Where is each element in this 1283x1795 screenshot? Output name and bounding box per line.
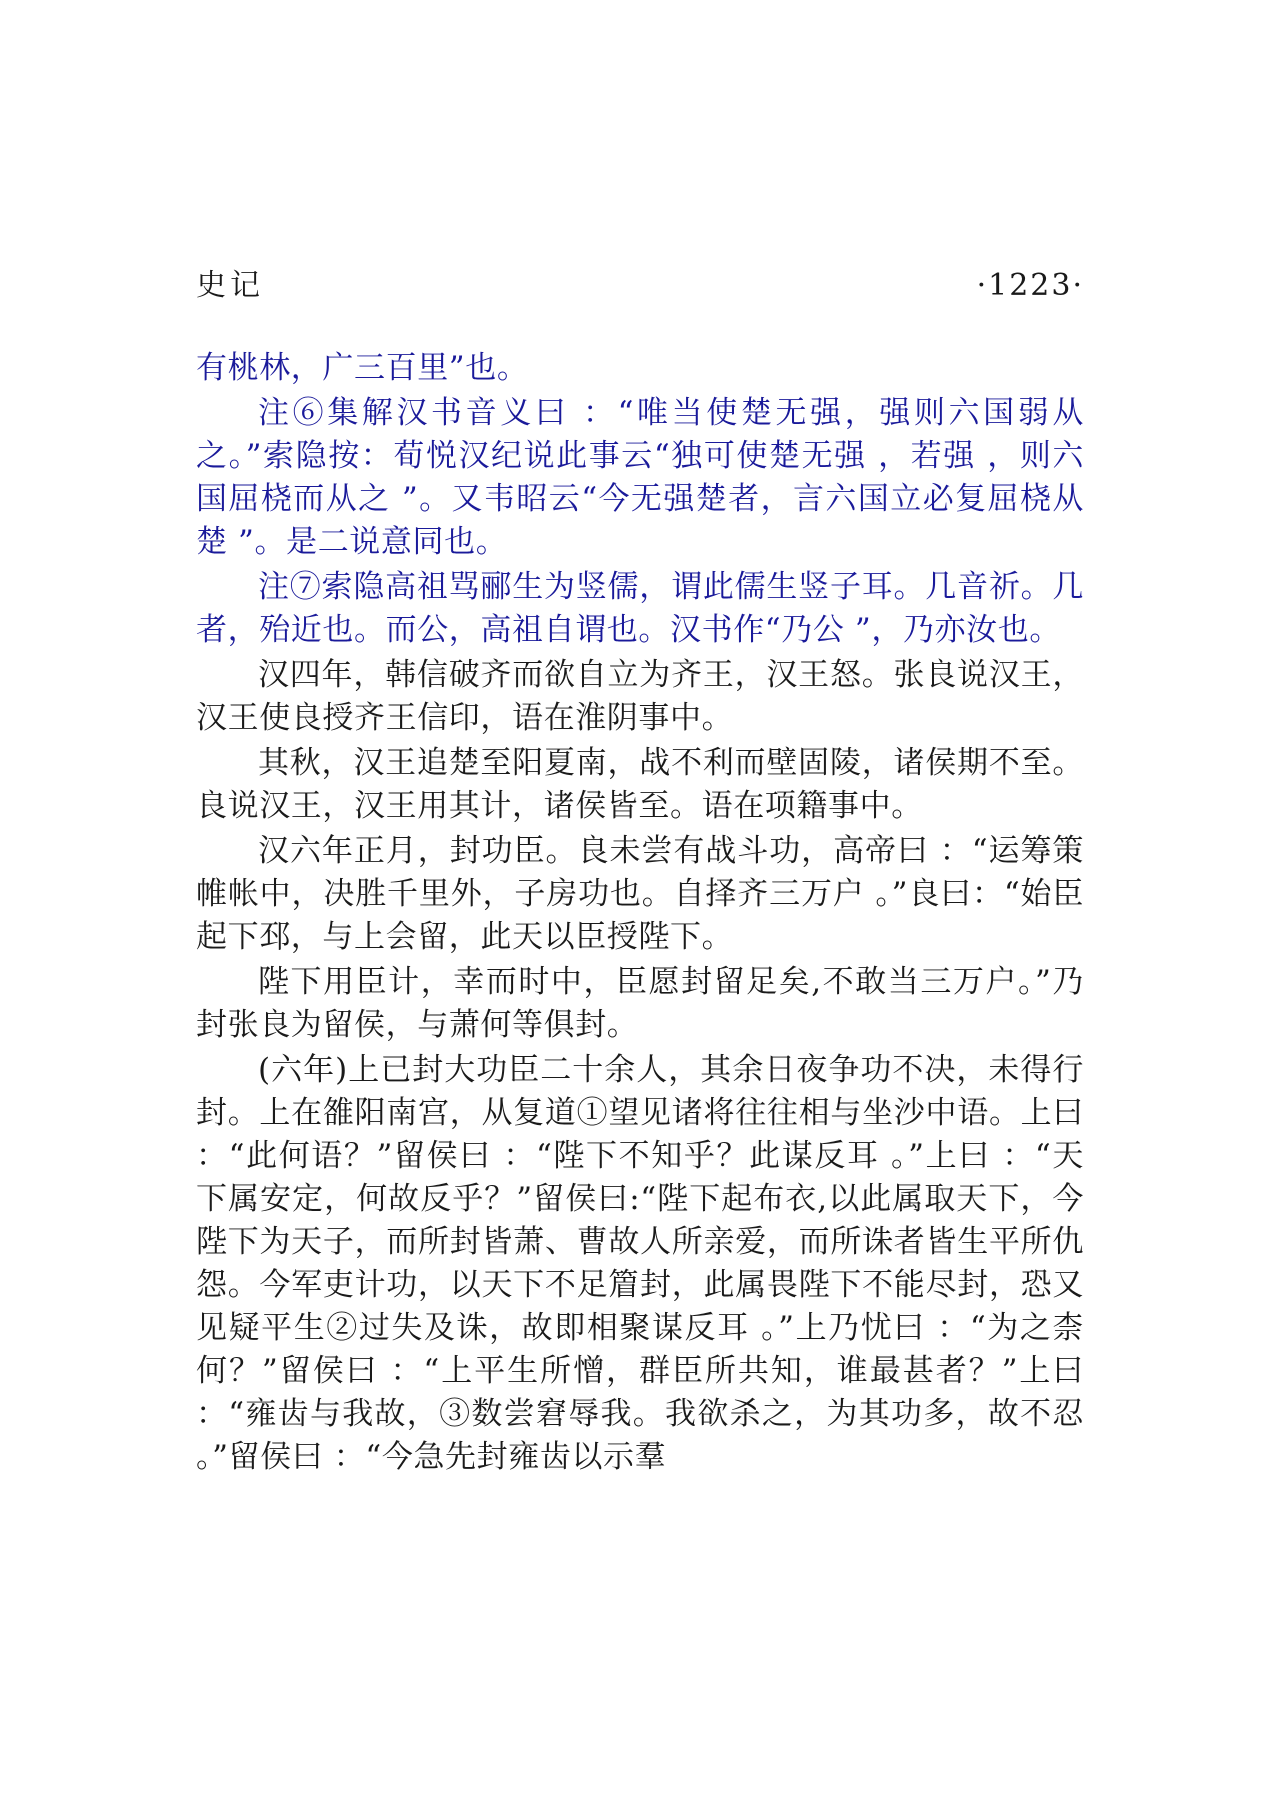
book-title: 史记 <box>196 268 264 303</box>
note-7: 注⑦索隐高祖骂郦生为竖儒，谓此儒生竖子耳。几音祈。几者，殆近也。而公，高祖自谓也。汉书作“乃公 ”，乃亦汝也。 <box>196 569 1084 648</box>
page-body <box>196 347 1084 1481</box>
main-paragraph: 其秋，汉王追楚至阳夏南，战不利而壁固陵，诸侯期不至。良说汉王，汉王用其计，诸侯皆至。语在项籍事中。 <box>196 745 1084 824</box>
main-paragraph: 陛下用臣计，幸而时中，臣愿封留足矣,不敢当三万户。”乃封张良为留侯，与萧何等俱封。 <box>196 964 1084 1043</box>
main-paragraph: 汉四年，韩信破齐而欲自立为齐王，汉王怒。张良说汉王，汉王使良授齐王信印，语在淮阴事中。 <box>196 657 1084 736</box>
page-number: ·1223· <box>976 268 1084 303</box>
main-paragraph: 汉六年正月，封功臣。良未尝有战斗功，高帝曰 ：“运筹策帷帐中，决胜千里外，子房功也。自择齐三万户 。”良曰：“始臣起下邳，与上会留，此天以臣授陛下。 <box>196 833 1084 955</box>
main-paragraph: (六年)上已封大功臣二十余人，其余日夜争功不决，未得行封。上在雒阳南宫，从复道①望见诸将往往相与坐沙中语。上曰 ：“此何语？”留侯曰 ：“陛下不知乎？此谋反耳 。”上曰 ：“天下属安定，何故反乎？”留侯曰:“陛下起布衣,以此属取天下，今陛下为天子，而所封皆萧、曹故人所亲爱，而所诛者皆生平所仇怨。今军吏计功，以天下不足篃封，此属畏陛下不能尽封，恐又见疑平生②过失及诛，故即相聚谋反耳 。”上乃忧曰 ：“为之柰何？”留侯曰 ：“上平生所憎，群臣所共知，谁最甚者？”上曰 ：“雍齿与我故，③数尝窘辱我。我欲杀之，为其功多，故不忍 。”留侯曰 ：“今急先封雍齿以示羣 <box>196 1052 1084 1475</box>
note-continuation: 有桃林，广三百里”也。 <box>196 350 529 386</box>
note-6: 注⑥集解汉书音义曰 ：“唯当使楚无强，强则六国弱从之。”索隐按：荀悦汉纪说此事云“独可使楚无强 ，若强 ，则六国屈桡而从之 ”。又韦昭云“今无强楚者，言六国立必复屈桡从楚 ”。是二说意同也。 <box>196 395 1084 560</box>
page-header <box>196 264 1084 308</box>
